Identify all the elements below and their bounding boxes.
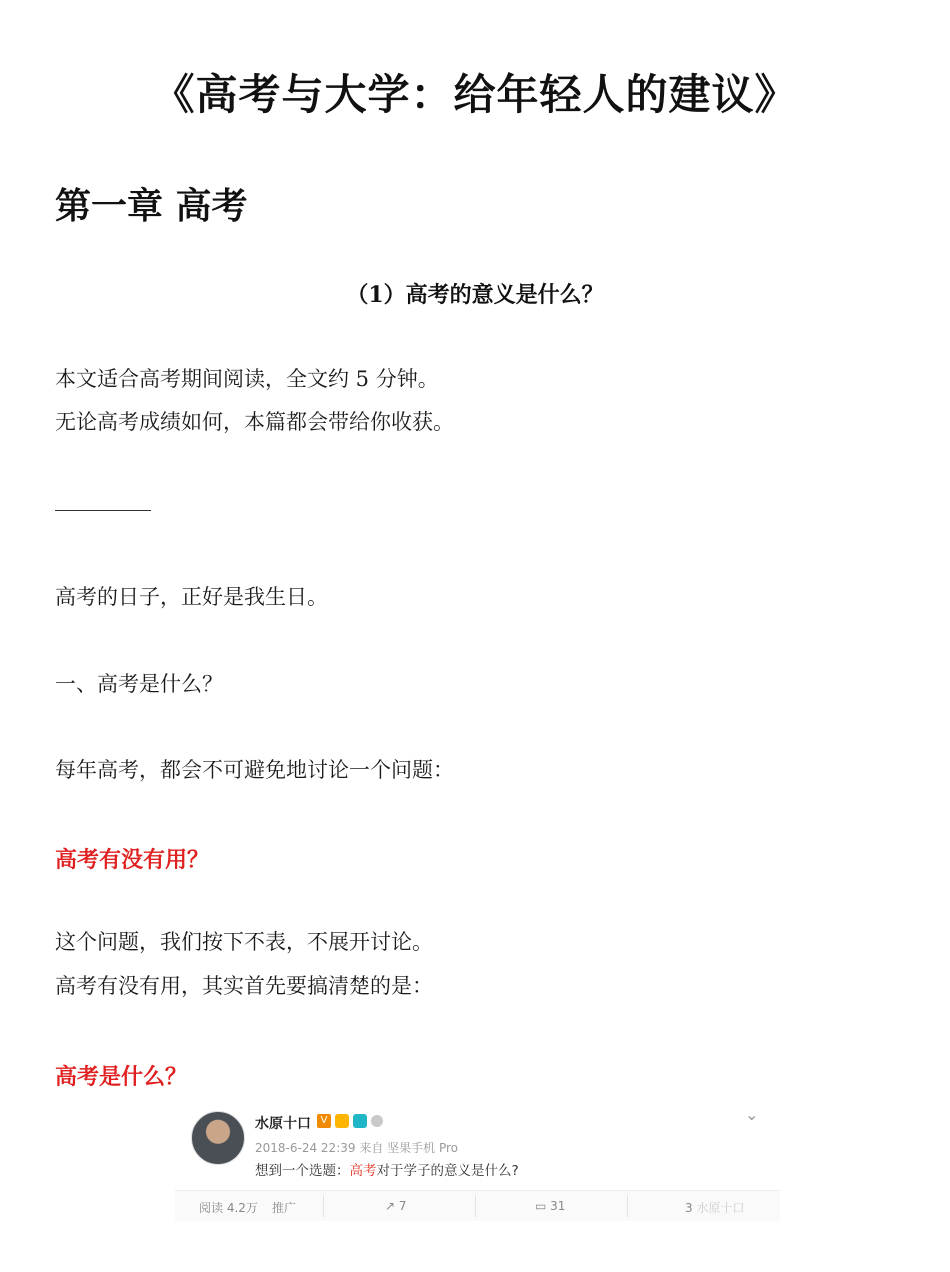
share-button[interactable] — [385, 1199, 407, 1213]
intro-line-2: 无论高考成绩如何，本篇都会带给你收获。 — [55, 410, 454, 434]
paragraph-line-2: 高考有没有用，其实首先要搞清楚的是： — [55, 974, 433, 998]
red-heading: 高考是什么？ — [55, 1064, 188, 1090]
post-text-highlight[interactable]: 高考 — [349, 1163, 377, 1179]
watermark-text: 水原十口 — [696, 1201, 745, 1215]
post-text-prefix: 想到一个选题： — [255, 1163, 350, 1179]
read-count: 阅读 4.2万 — [199, 1201, 258, 1215]
section-heading: （1）高考的意义是什么？ — [346, 282, 604, 308]
promote-button[interactable]: 推广 — [272, 1201, 297, 1215]
separator — [323, 1195, 324, 1217]
red-question: 高考有没有用？ — [55, 847, 210, 873]
post-text — [255, 1159, 519, 1179]
share-icon: ↗ — [385, 1199, 396, 1213]
divider — [55, 510, 151, 511]
verified-badge-icon: V — [317, 1114, 331, 1128]
username[interactable]: 水原十口 — [255, 1116, 311, 1132]
post-text-suffix: 对于学子的意义是什么? — [376, 1163, 519, 1179]
intro-line-1: 本文适合高考期间阅读，全文约 5 分钟。 — [55, 367, 439, 391]
camera-badge-icon — [353, 1114, 367, 1128]
weibo-post-card — [175, 1097, 780, 1227]
separator — [627, 1195, 628, 1217]
heading-what-is-gaokao: 一、高考是什么？ — [55, 672, 223, 696]
like-count: 3 — [685, 1201, 693, 1215]
paragraph-line-1: 这个问题，我们按下不表，不展开讨论。 — [55, 930, 433, 954]
medal-badge-icon — [371, 1115, 383, 1127]
document-title: 《高考与大学：给年轻人的建议》 — [152, 70, 798, 119]
paragraph-question-intro: 每年高考，都会不可避免地讨论一个问题： — [55, 758, 454, 782]
comment-button[interactable] — [535, 1199, 565, 1213]
comment-icon: ▭ — [535, 1199, 547, 1213]
post-meta: 2018-6-24 22:39 来自 坚果手机 Pro — [255, 1141, 458, 1155]
like-button[interactable] — [685, 1199, 744, 1216]
vip-badge-icon — [335, 1114, 349, 1128]
paragraph-birthday: 高考的日子，正好是我生日。 — [55, 585, 328, 609]
post-action-bar — [175, 1190, 780, 1221]
avatar[interactable] — [191, 1111, 245, 1165]
share-count: 7 — [398, 1199, 407, 1213]
comment-count: 31 — [550, 1199, 566, 1213]
separator — [475, 1195, 476, 1217]
chevron-down-icon[interactable]: ⌄ — [745, 1105, 759, 1124]
chapter-heading: 第一章 高考 — [55, 186, 248, 227]
